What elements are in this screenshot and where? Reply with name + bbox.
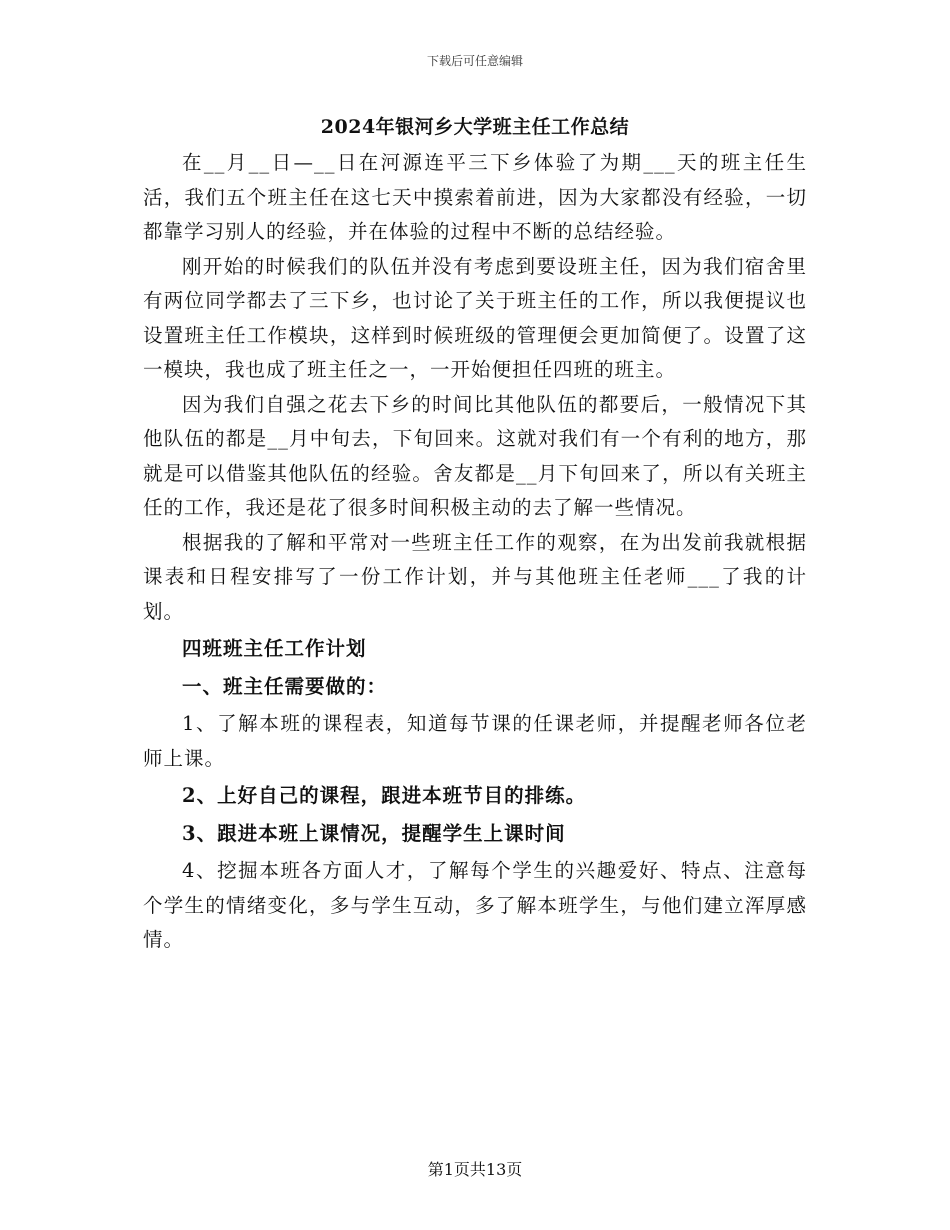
paragraph-plan: 根据我的了解和平常对一些班主任工作的观察，在为出发前我就根据课表和日程安排写了一份工作计划，并与其他班主任老师___了我的计划。 <box>143 530 807 623</box>
list-item-4: 4、挖掘本班各方面人才，了解每个学生的兴趣爱好、特点、注意每个学生的情绪变化，多与学生互动，多了解本班学生，与他们建立浑厚感情。 <box>143 859 807 951</box>
page-number: 第1页共13页 <box>427 1160 523 1179</box>
list-item-1: 1、了解本班的课程表，知道每节课的任课老师，并提醒老师各位老师上课。 <box>143 712 807 770</box>
paragraph-intro: 在__月__日—__日在河源连平三下乡体验了为期___天的班主任生活，我们五个班主任在这七天中摸索着前进，因为大家都没有经验，一切都靠学习别人的经验，并在体验的过程中不断的总结经验。 <box>143 151 807 243</box>
section-heading-plan: 四班班主任工作计划 <box>182 637 367 660</box>
paragraph-timing: 因为我们自强之花去下乡的时间比其他队伍的都要后，一般情况下其他队伍的都是__月中旬去，下旬回来。这就对我们有一个有利的地方，那就是可以借鉴其他队伍的经验。舍友都是__月下旬回来了，所以有关班主任的工作，我还是花了很多时间积极主动的去了解一些情况。 <box>143 392 807 519</box>
section-heading-duties: 一、班主任需要做的： <box>182 674 388 698</box>
paragraph-background: 刚开始的时候我们的队伍并没有考虑到要设班主任，因为我们宿舍里有两位同学都去了三下乡，也讨论了关于班主任的工作，所以我便提议也设置班主任工作模块，这样到时候班级的管理便会更加简便了。设置了这一模块，我也成了班主任之一，一开始便担任四班的班主。 <box>143 254 807 381</box>
page-header-note: 下载后可任意编辑 <box>426 54 523 68</box>
document-title: 2024年银河乡大学班主任工作总结 <box>320 116 630 138</box>
list-item-3: 3、跟进本班上课情况，提醒学生上课时间 <box>182 821 566 845</box>
document-body <box>143 146 807 958</box>
list-item-2: 2、上好自己的课程，跟进本班节目的排练。 <box>182 784 587 807</box>
